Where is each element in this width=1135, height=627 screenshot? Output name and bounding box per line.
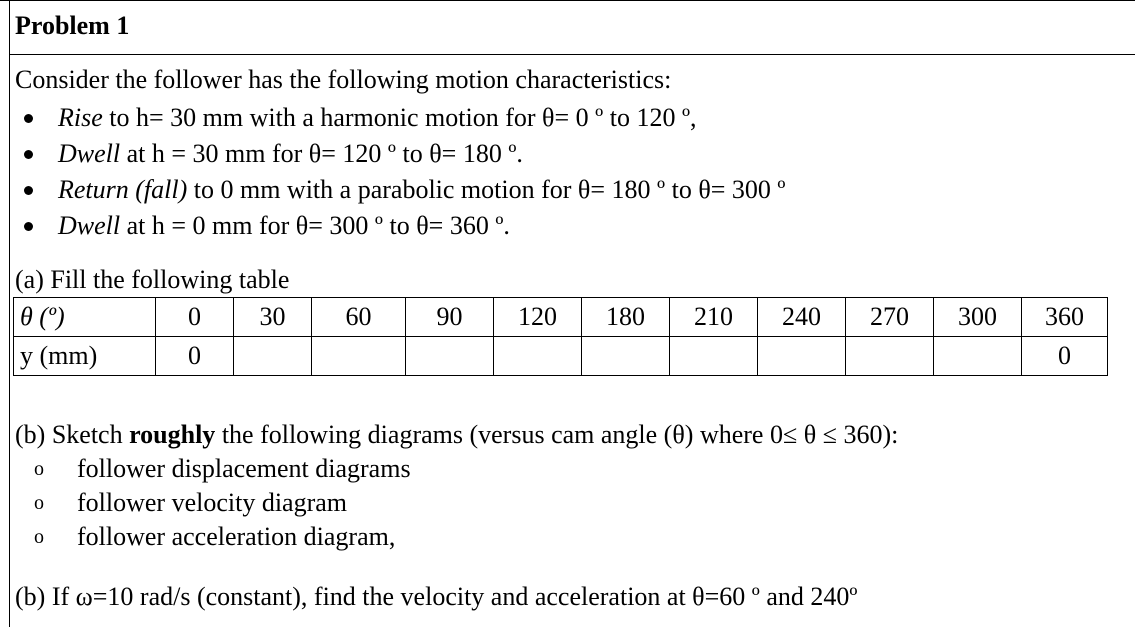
displacement-cell bbox=[934, 337, 1022, 376]
problem-title: Problem 1 bbox=[15, 11, 130, 40]
displacement-cell bbox=[312, 337, 406, 376]
top-border bbox=[0, 0, 1135, 1]
theta-cell: 360 bbox=[1022, 298, 1108, 337]
displacement-cell bbox=[758, 337, 846, 376]
displacement-cell bbox=[406, 337, 494, 376]
motion-lead: Dwell bbox=[58, 139, 121, 168]
part-b-pre: (b) Sketch bbox=[15, 420, 130, 449]
displacement-cell bbox=[234, 337, 312, 376]
displacement-cell bbox=[582, 337, 670, 376]
theta-header: θ (º) bbox=[14, 298, 156, 337]
displacement-cell: 0 bbox=[1022, 337, 1108, 376]
motion-item-dwell-low bbox=[15, 208, 786, 244]
theta-cell: 210 bbox=[670, 298, 758, 337]
motion-text: at h = 0 mm for θ= 300 º to θ= 360 º. bbox=[120, 211, 510, 240]
part-c-question: (b) If ω=10 rad/s (constant), find the velocity and acceleration at θ=60 º and 240º bbox=[15, 582, 858, 611]
displacement-cell bbox=[846, 337, 934, 376]
displacement-table bbox=[13, 297, 1108, 376]
motion-lead: Dwell bbox=[58, 211, 121, 240]
part-b-emphasis: roughly bbox=[129, 420, 216, 449]
bullet-icon bbox=[24, 186, 33, 195]
bullet-icon bbox=[24, 150, 33, 159]
motion-item-dwell-high bbox=[15, 136, 786, 172]
theta-cell: 30 bbox=[234, 298, 312, 337]
motion-lead: Rise bbox=[58, 103, 103, 132]
motion-text: at h = 30 mm for θ= 120 º to θ= 180 º. bbox=[120, 139, 523, 168]
part-b-post: the following diagrams (versus cam angle (θ) where 0≤ θ ≤ 360): bbox=[215, 420, 899, 449]
bullet-icon bbox=[24, 222, 33, 231]
part-a-label: (a) Fill the following table bbox=[15, 265, 290, 294]
displacement-cell bbox=[670, 337, 758, 376]
left-border bbox=[9, 0, 10, 627]
circle-bullet-icon: o bbox=[34, 458, 44, 480]
diagram-item bbox=[15, 486, 411, 520]
diagram-item-text: follower velocity diagram bbox=[77, 488, 348, 517]
diagram-list bbox=[15, 452, 411, 554]
problem-intro: Consider the follower has the following motion characteristics: bbox=[15, 65, 672, 94]
theta-cell: 60 bbox=[312, 298, 406, 337]
circle-bullet-icon: o bbox=[34, 492, 44, 514]
theta-cell: 180 bbox=[582, 298, 670, 337]
circle-bullet-icon: o bbox=[34, 526, 44, 548]
displacement-cell bbox=[494, 337, 582, 376]
theta-cell: 120 bbox=[494, 298, 582, 337]
motion-item-return bbox=[15, 172, 786, 208]
motion-text: to h= 30 mm with a harmonic motion for θ= 0 º to 120 º, bbox=[102, 103, 697, 132]
diagram-item bbox=[15, 452, 411, 486]
displacement-cell: 0 bbox=[156, 337, 234, 376]
displacement-row bbox=[14, 337, 1108, 376]
motion-list bbox=[15, 100, 786, 244]
bullet-icon bbox=[24, 114, 33, 123]
diagram-item bbox=[15, 520, 411, 554]
theta-row bbox=[14, 298, 1108, 337]
part-b-label bbox=[15, 420, 898, 450]
diagram-item-text: follower displacement diagrams bbox=[77, 454, 411, 483]
motion-item-rise bbox=[15, 100, 786, 136]
diagram-item-text: follower acceleration diagram, bbox=[77, 522, 396, 551]
title-divider bbox=[9, 54, 1135, 55]
theta-cell: 270 bbox=[846, 298, 934, 337]
theta-cell: 90 bbox=[406, 298, 494, 337]
theta-cell: 300 bbox=[934, 298, 1022, 337]
theta-cell: 240 bbox=[758, 298, 846, 337]
motion-lead: Return (fall) bbox=[58, 175, 188, 204]
displacement-header: y (mm) bbox=[14, 337, 156, 376]
motion-text: to 0 mm with a parabolic motion for θ= 180 º to θ= 300 º bbox=[187, 175, 786, 204]
theta-cell: 0 bbox=[156, 298, 234, 337]
